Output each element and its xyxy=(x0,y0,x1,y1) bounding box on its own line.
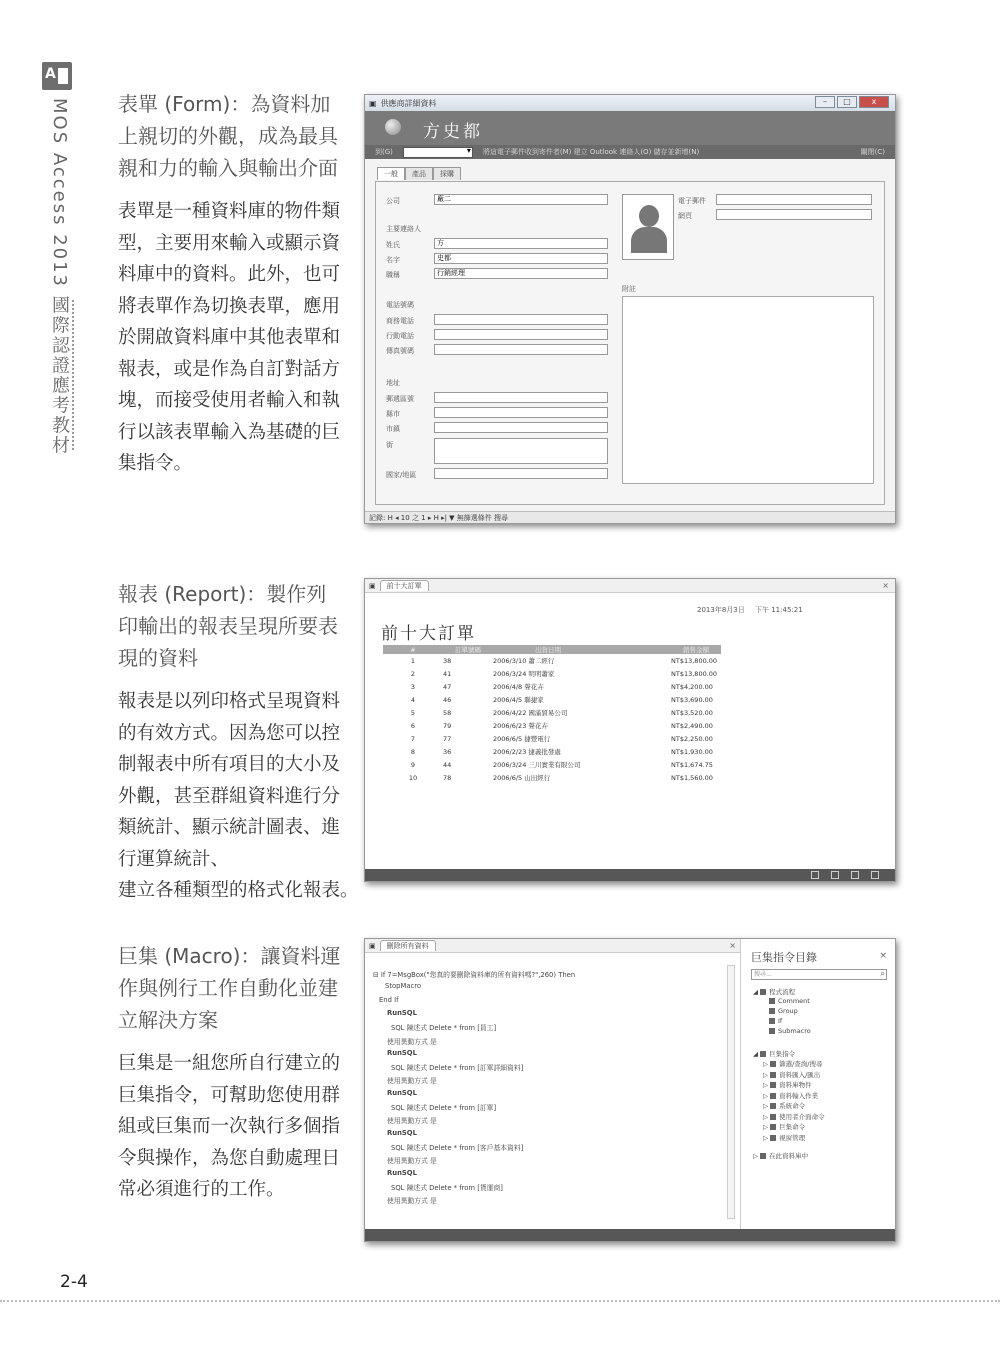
table-cell: 79 xyxy=(443,721,452,730)
macro-action[interactable]: RunSQL xyxy=(387,1128,417,1137)
notes-label: 附註 xyxy=(622,285,636,293)
folder-icon xyxy=(770,1093,776,1099)
flow-icon xyxy=(769,1028,775,1034)
last-name-field[interactable]: 方 xyxy=(434,238,608,249)
company-field[interactable]: 廠二 xyxy=(434,194,608,205)
form-body: 表單是一種資料庫的物件類型，主要用來輸入或顯示資料庫中的資料。此外，也可將表單作為切換表單，應用於開啟資料庫中其他表單和報表，或是作為自訂對話方塊，而接受使用者輸入和執行以該表單輸入為基礎的巨集指令。 xyxy=(118,201,341,474)
report-tab-bar xyxy=(365,579,895,593)
minimize-icon[interactable]: – xyxy=(815,96,835,108)
macro-line[interactable]: ⊟ If 7=MsgBox("您真的要刪除資料庫的所有資料嗎?",260) Then xyxy=(373,971,576,979)
table-cell: 2006/4/5 聯捷家 xyxy=(493,696,544,704)
table-row xyxy=(383,771,721,784)
contact-photo[interactable] xyxy=(622,194,674,260)
table-cell: NT$13,800.00 xyxy=(671,656,718,665)
table-cell: NT$2,490.00 xyxy=(671,721,713,730)
state-field[interactable] xyxy=(434,422,608,433)
table-row xyxy=(383,667,721,680)
report-header-row xyxy=(383,645,721,654)
macro-close-icon[interactable]: × xyxy=(729,941,736,950)
table-cell: 47 xyxy=(443,682,452,691)
catalog-action-folder[interactable]: ▷ 資料輸入作業 xyxy=(763,1091,819,1100)
table-cell: 4 xyxy=(410,695,416,704)
folder-icon xyxy=(770,1061,776,1067)
report-body-main: 報表是以列印格式呈現資料的有效方式。因為您可以控制報表中所有項目的大小及外觀，甚至群組資料進行分類統計、顯示統計圖表、進行運算統計、 xyxy=(118,691,341,870)
catalog-action-folder[interactable]: ▷ 資料庫物件 xyxy=(763,1081,812,1089)
table-cell: 2006/6/23 聲花卉 xyxy=(493,722,548,730)
table-cell: 1 xyxy=(410,656,416,665)
table-cell xyxy=(603,654,671,667)
view-design-icon[interactable] xyxy=(871,871,879,879)
catalog-program-flow[interactable]: ◢ 程式流程 xyxy=(753,988,796,996)
table-cell: 44 xyxy=(443,760,452,769)
view-layout-icon[interactable] xyxy=(851,871,859,879)
report-screenshot xyxy=(364,578,896,882)
table-cell xyxy=(603,706,671,719)
macro-line[interactable]: 使用異動方式 是 xyxy=(387,1077,437,1086)
table-cell: NT$1,930.00 xyxy=(671,747,713,756)
page-icon xyxy=(58,68,68,84)
city-label: 縣市 xyxy=(386,410,400,418)
web-label: 網頁 xyxy=(678,212,692,220)
tab-purchases[interactable]: 採購 xyxy=(433,167,461,180)
view-print-icon[interactable] xyxy=(831,871,839,879)
report-title: 前十大訂單 xyxy=(381,624,476,644)
record-name: 方史都 xyxy=(423,122,483,142)
street-field[interactable] xyxy=(434,392,608,403)
search-icon[interactable]: ⌕ xyxy=(880,969,885,978)
table-row xyxy=(383,732,721,745)
primary-contact-label: 主要連絡人 xyxy=(386,225,421,233)
form-body-area xyxy=(365,159,895,511)
table-row xyxy=(383,680,721,693)
table-cell xyxy=(603,732,671,745)
close-icon[interactable]: x xyxy=(859,96,889,108)
catalog-action-folder[interactable]: ▷ 巨集命令 xyxy=(763,1123,806,1131)
macro-line[interactable]: 使用異動方式 是 xyxy=(387,1117,437,1126)
flow-icon xyxy=(769,1008,775,1014)
table-cell: 2006/4/8 聲花卉 xyxy=(493,683,544,691)
macro-line[interactable]: SQL 陳述式 Delete * from [貨運商] xyxy=(391,1183,503,1192)
table-row xyxy=(383,706,721,719)
table-cell: 58 xyxy=(443,708,452,717)
catalog-search-input[interactable] xyxy=(751,969,887,980)
goto-label: 到(G) xyxy=(375,148,393,156)
macro-screenshot xyxy=(364,938,896,1242)
form-toolbar xyxy=(365,145,895,159)
person-body-icon xyxy=(631,227,667,253)
job-title-label: 職稱 xyxy=(386,271,400,279)
table-cell: 2 xyxy=(410,669,416,678)
street-label: 郵遞區號 xyxy=(386,395,414,403)
close-form-button[interactable]: 關閉(C) xyxy=(860,148,885,156)
business-phone-field[interactable] xyxy=(434,314,608,325)
table-cell: NT$13,800.00 xyxy=(671,669,718,678)
last-name-label: 姓氏 xyxy=(386,241,400,249)
form-section xyxy=(118,88,343,480)
page-number: 2-4 xyxy=(60,1272,88,1292)
table-cell: 38 xyxy=(443,656,452,665)
table-cell: NT$3,690.00 xyxy=(671,695,713,704)
state-label: 市鎮 xyxy=(386,425,400,433)
goto-combo[interactable] xyxy=(403,147,473,158)
macro-status-bar xyxy=(365,1229,895,1241)
form-window-title: 供應商詳細資料 xyxy=(380,98,437,108)
report-table xyxy=(383,645,721,784)
catalog-actions[interactable]: ◢ 巨集指令 xyxy=(753,1050,796,1058)
report-body-last: 建立各種類型的格式化報表。 xyxy=(118,880,359,901)
macro-action[interactable]: RunSQL xyxy=(387,1008,417,1017)
side-divider xyxy=(72,300,74,450)
report-section xyxy=(118,578,359,907)
table-cell: 2006/6/5 山田經行 xyxy=(493,774,551,782)
book-title: MOS Access 2013 國際認證應考教材 xyxy=(49,98,70,456)
tab-panel xyxy=(375,181,885,505)
catalog-flow-item[interactable]: If xyxy=(769,1017,782,1025)
col-ship-date: 出貨日期 xyxy=(493,645,603,654)
catalog-action-folder[interactable]: ▷ 系統命令 xyxy=(763,1102,806,1110)
table-row xyxy=(383,719,721,732)
macro-action[interactable]: RunSQL xyxy=(387,1168,417,1177)
folder-icon xyxy=(770,1135,776,1141)
table-cell: 2006/3/24 三川實業有限公司 xyxy=(493,761,581,769)
country-label: 國家/地區 xyxy=(386,471,417,479)
macro-action[interactable]: RunSQL xyxy=(387,1088,417,1097)
table-cell: 8 xyxy=(410,747,416,756)
folder-icon xyxy=(770,1072,776,1078)
table-cell: NT$4,200.00 xyxy=(671,682,713,691)
globe-icon xyxy=(385,119,401,135)
table-cell: NT$2,250.00 xyxy=(671,734,713,743)
table-row xyxy=(383,758,721,771)
macro-tab-bar xyxy=(365,939,740,953)
report-date: 2013年8月3日 xyxy=(697,606,745,614)
col-rank: # xyxy=(383,645,443,654)
table-cell: NT$3,520.00 xyxy=(671,708,713,717)
table-cell xyxy=(603,667,671,680)
table-cell xyxy=(603,719,671,732)
macro-line[interactable]: 使用異動方式 是 xyxy=(387,1037,437,1046)
company-label: 公司 xyxy=(386,197,400,205)
form-screenshot xyxy=(364,94,896,524)
macro-line[interactable]: SQL 陳述式 Delete * from [員工] xyxy=(391,1024,497,1033)
table-cell xyxy=(603,771,671,784)
table-cell: 2006/3/24 明明蕭家 xyxy=(493,670,555,678)
catalog-action-folder[interactable]: ▷ 視窗管理 xyxy=(763,1133,806,1142)
table-cell: 7 xyxy=(410,734,416,743)
table-row xyxy=(383,745,721,758)
table-cell: 2006/2/23 捷義批發處 xyxy=(493,748,561,756)
job-title-field[interactable]: 行銷經理 xyxy=(434,268,608,279)
table-cell: NT$1,674.75 xyxy=(671,760,713,769)
macro-line[interactable]: SQL 陳述式 Delete * from [訂單詳細資料] xyxy=(391,1064,524,1073)
table-cell: 2006/3/10 蕭二經行 xyxy=(493,657,555,665)
form-header xyxy=(365,111,895,145)
macro-action[interactable]: RunSQL xyxy=(387,1048,417,1057)
zip-label: 街 xyxy=(386,441,393,449)
table-cell: NT$1,560.00 xyxy=(671,773,713,782)
folder-icon xyxy=(770,1124,776,1130)
phone-numbers-label: 電話號碼 xyxy=(386,301,414,309)
macro-scrollbar[interactable] xyxy=(727,965,735,1219)
col-order-id: 訂單號碼 xyxy=(443,645,493,654)
mobile-phone-field[interactable] xyxy=(434,329,608,340)
report-tab[interactable]: 前十大訂單 xyxy=(380,580,429,591)
table-cell xyxy=(603,680,671,693)
macro-tab[interactable]: 刪除所有資料 xyxy=(380,940,436,951)
catalog-action-folder[interactable]: ▷ 篩選/查詢/搜尋 xyxy=(763,1060,823,1068)
notes-field[interactable] xyxy=(622,296,874,484)
catalog-action-folder[interactable]: ▷ 資料匯入/匯出 xyxy=(763,1070,821,1079)
mobile-phone-label: 行動電話 xyxy=(386,332,414,340)
table-cell: 2006/6/5 捷豐電行 xyxy=(493,735,551,743)
flow-icon xyxy=(769,1018,775,1024)
fax-field[interactable] xyxy=(434,344,608,355)
form-tabs xyxy=(377,167,461,180)
address-label: 地址 xyxy=(386,379,400,387)
person-head-icon xyxy=(639,205,659,227)
zip-field[interactable] xyxy=(434,438,608,464)
table-cell xyxy=(603,745,671,758)
form-actions[interactable]: 將這電子郵件收到寄件者(M) 建立 Outlook 連絡人(O) 儲存並新增(N) xyxy=(482,148,700,156)
first-name-label: 名字 xyxy=(386,256,400,264)
table-row xyxy=(383,693,721,706)
folder-icon xyxy=(770,1114,776,1120)
macro-editor xyxy=(365,939,741,1229)
window-controls xyxy=(815,96,889,108)
city-field[interactable] xyxy=(434,407,608,418)
view-report-icon[interactable] xyxy=(811,871,819,879)
form-window-icon: ▣ xyxy=(369,98,377,108)
country-field[interactable] xyxy=(434,468,608,479)
table-cell: 6 xyxy=(410,721,416,730)
table-cell: 5 xyxy=(410,708,416,717)
tab-general[interactable]: 一般 xyxy=(377,167,405,180)
action-catalog-title: 巨集指令目錄 xyxy=(751,951,817,964)
table-cell: 78 xyxy=(443,773,452,782)
table-cell xyxy=(603,758,671,771)
macro-section xyxy=(118,940,343,1206)
web-field[interactable] xyxy=(716,209,872,220)
record-navigator[interactable] xyxy=(365,511,895,523)
report-icon: ▣ xyxy=(369,581,376,590)
catalog-flow-item[interactable]: Comment xyxy=(769,997,810,1005)
macro-line[interactable]: SQL 陳述式 Delete * from [訂單] xyxy=(391,1104,497,1112)
table-cell: 46 xyxy=(443,695,452,704)
table-cell: 10 xyxy=(408,773,418,782)
footer-divider xyxy=(0,1300,1000,1302)
col-customer xyxy=(603,645,671,654)
table-cell: 36 xyxy=(443,747,452,756)
fax-label: 傳真號碼 xyxy=(386,347,414,355)
table-row xyxy=(383,654,721,667)
report-heading: 報表 (Report)：製作列印輸出的報表呈現所要表現的資料 xyxy=(118,582,338,670)
tab-products[interactable]: 產品 xyxy=(405,167,433,180)
book-icon xyxy=(42,62,72,90)
report-status-bar xyxy=(365,869,895,881)
table-cell: 3 xyxy=(410,682,416,691)
macro-line[interactable]: SQL 陳述式 Delete * from [客戶基本資料] xyxy=(391,1143,524,1152)
table-cell xyxy=(603,693,671,706)
first-name-field[interactable]: 史都 xyxy=(434,253,608,264)
report-time: 下午 11:45:21 xyxy=(755,606,803,614)
table-cell: 9 xyxy=(410,760,416,769)
macro-body: 巨集是一組您所自行建立的巨集指令，可幫助您使用群組或巨集而一次執行多個指令與操作，為您自動處理日常必須進行的工作。 xyxy=(118,1053,341,1200)
table-cell: 2006/4/22 國滿貿易公司 xyxy=(493,709,568,717)
catalog-flow-item[interactable]: Submacro xyxy=(769,1027,811,1035)
access-logo-letter: A xyxy=(45,66,56,82)
email-label: 電子郵件 xyxy=(678,197,706,205)
catalog-close-icon[interactable]: × xyxy=(879,951,887,961)
macro-line[interactable]: End If xyxy=(379,995,399,1004)
macro-heading: 巨集 (Macro)：讓資料運作與例行工作自動化並建立解決方案 xyxy=(118,944,341,1032)
catalog-search-placeholder: 搜尋... xyxy=(754,971,772,978)
business-phone-label: 商務電話 xyxy=(386,317,414,325)
catalog-in-database[interactable]: ▷ 在此資料庫中 xyxy=(753,1152,809,1160)
col-amount: 銷售金額 xyxy=(671,645,721,654)
report-close-icon[interactable]: × xyxy=(882,581,889,590)
table-cell: 77 xyxy=(443,734,452,743)
email-field[interactable] xyxy=(716,194,872,205)
flow-icon xyxy=(769,998,775,1004)
macro-line[interactable]: 使用異動方式 是 xyxy=(387,1157,437,1166)
macro-line[interactable]: StopMacro xyxy=(385,982,422,991)
folder-icon xyxy=(770,1103,776,1109)
maximize-icon[interactable]: □ xyxy=(837,96,857,108)
catalog-flow-item[interactable]: Group xyxy=(769,1007,798,1015)
table-cell: 41 xyxy=(443,669,452,678)
folder-icon xyxy=(770,1082,776,1088)
report-body xyxy=(118,686,359,907)
macro-line[interactable]: 使用異動方式 是 xyxy=(387,1197,437,1206)
catalog-action-folder[interactable]: ▷ 使用者介面命令 xyxy=(763,1112,825,1121)
form-heading: 表單 (Form)：為資料加上親切的外觀，成為最具親和力的輸入與輸出介面 xyxy=(118,92,338,180)
record-nav-text[interactable]: 記錄: H ◂ 10 之 1 ▸ H ▸| ▼ 無篩選條件 搜尋 xyxy=(369,514,509,522)
macro-icon: ▣ xyxy=(369,941,376,950)
